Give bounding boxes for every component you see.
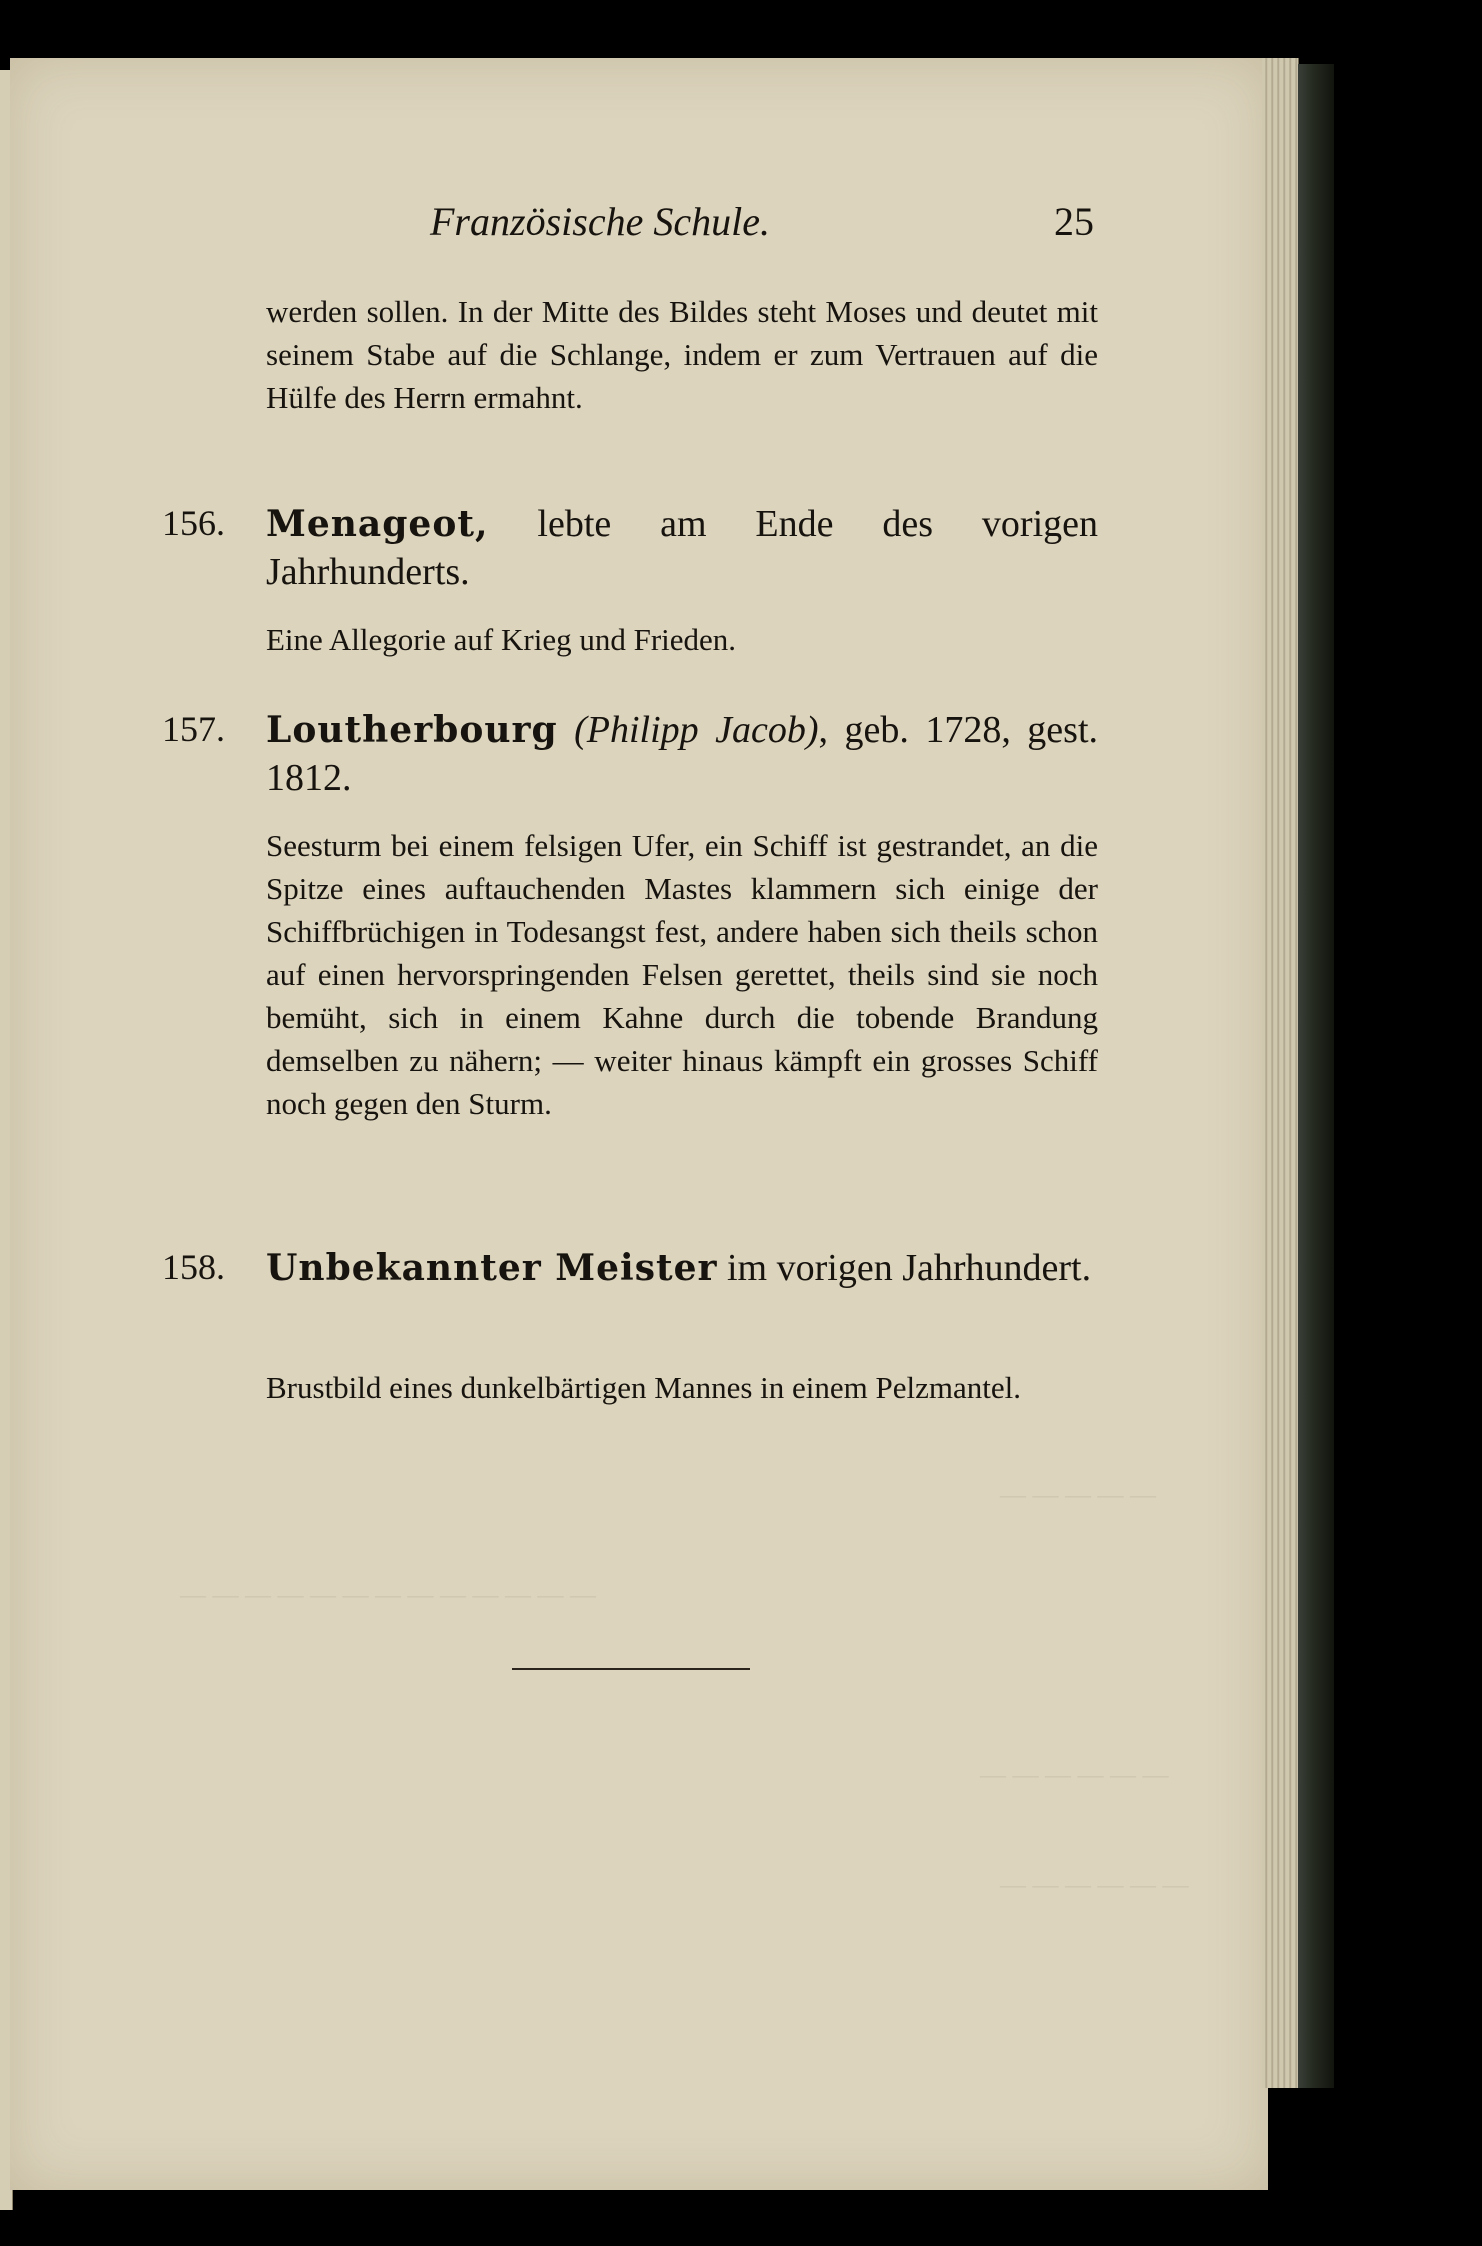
bleed-through-texture: — — — — — — xyxy=(980,1760,1169,1789)
section-end-rule xyxy=(512,1668,750,1670)
page-fore-edge xyxy=(1262,58,1299,2088)
artist-given-names: (Philipp Jacob) xyxy=(557,709,819,751)
entry-heading xyxy=(266,500,1098,596)
entry-heading-text: , geb. 1728, gest. 1812. xyxy=(266,709,1098,799)
artist-name: Unbekannter Meister xyxy=(266,1247,718,1289)
bleed-through-texture: — — — — — — — — — — — — — xyxy=(180,1580,596,1609)
entry-description: Seesturm bei einem felsigen Ufer, ein Schiff ist gestrandet, an die Spitze eines auftauchenden Mastes klammern sich einige der Schiffbrüchigen in Todesangst fest, andere haben sich theils schon auf einen hervorspringenden Felsen gerettet, theils sind sie noch bemüht, sich in einem Kahne durch die tobende Brandung demselben zu nähern; — weiter hinaus kämpft ein grosses Schiff noch gegen den Sturm. xyxy=(266,828,1098,1121)
bleed-through-texture: — — — — — — xyxy=(1000,1870,1189,1899)
running-header-title: Französische Schule. xyxy=(430,199,770,244)
entry-number: 158. xyxy=(162,1247,225,1287)
book-binding xyxy=(1298,64,1334,2088)
entry-heading xyxy=(266,1244,1098,1292)
entry-number: 157. xyxy=(162,709,225,749)
continuation-paragraph: werden sollen. In der Mitte des Bildes steht Moses und deutet mit seinem Stabe auf die Schlange, indem er zum Vertrauen auf die Hülfe des Herrn ermahnt. xyxy=(266,294,1098,415)
entry-number: 156. xyxy=(162,503,225,543)
entry-heading-text: lebte am Ende des vorigen Jahrhunderts. xyxy=(266,503,1098,593)
artist-name: Loutherbourg xyxy=(266,709,558,751)
entry-heading-text: im vorigen Jahrhundert. xyxy=(717,1247,1092,1289)
entry-description: Eine Allegorie auf Krieg und Frieden. xyxy=(266,622,737,657)
page-number: 25 xyxy=(1054,199,1094,244)
entry-heading xyxy=(266,706,1098,802)
bleed-through-texture: — — — — — xyxy=(1000,1480,1156,1509)
artist-name: Menageot, xyxy=(266,503,489,545)
entry-description: Brustbild eines dunkelbärtigen Mannes in einem Pelzmantel. xyxy=(266,1370,1022,1405)
